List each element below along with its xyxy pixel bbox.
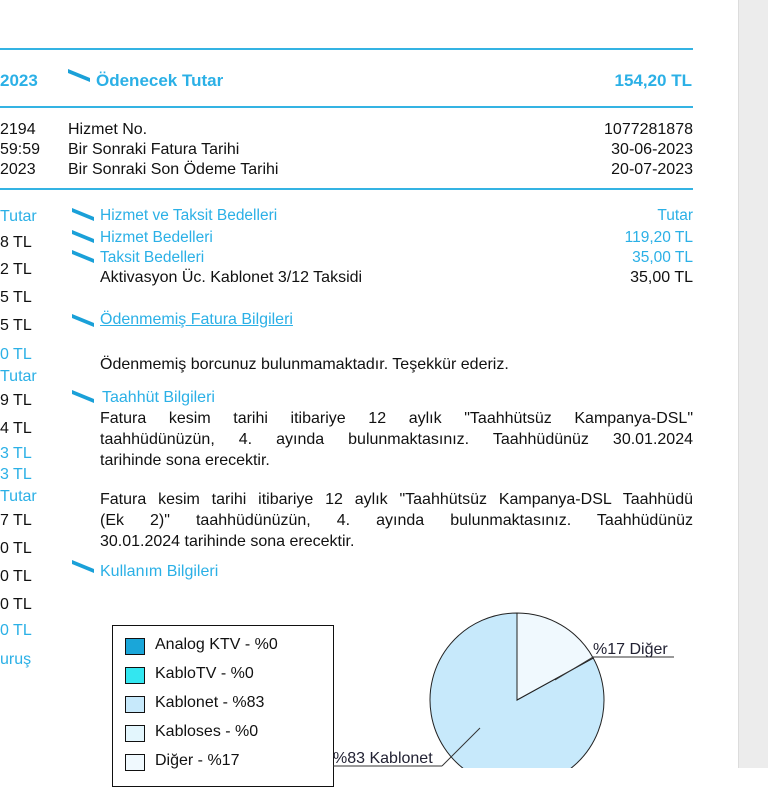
header-amount: 154,20 TL [614,71,692,90]
left-col-text: 0 TL [0,596,32,613]
paragraph-line: taahhüdünüzün, 4. ayında bulunmaktasınız. Taahhüdünüz 30.01.2024 [100,431,693,448]
unpaid-message: Ödenmemiş borcunuz bulunmamaktadır. Teşekkür ederiz. [100,356,509,373]
paragraph-line: Fatura kesim tarihi itibariye 12 aylık "Taahhütsüz Kampanya-DSL" [100,410,693,427]
service-charges-label: Hizmet Bedelleri [100,229,213,246]
info-left-cut: 2023 [0,161,36,178]
usage-title: Kullanım Bilgileri [100,563,219,580]
left-col-text: 5 TL [0,289,32,306]
next-due-date-value: 20-07-2023 [611,161,693,178]
installment-item-amount: 35,00 TL [630,269,693,286]
next-invoice-date-label: Bir Sonraki Fatura Tarihi [68,141,240,158]
left-col-text: 4 TL [0,420,32,437]
left-col-text: Tutar [0,208,37,225]
service-no-label: Hizmet No. [68,121,148,138]
paragraph-line: Fatura kesim tarihi itibariye 12 aylık "Taahhütsüz Kampanya-DSL Taahhüdü [100,491,693,508]
left-col-text: 2 TL [0,261,32,278]
legend-label: Kablonet - %83 [155,694,265,711]
paragraph-line: tarihinde sona erecektir. [100,452,270,469]
commitment-title: Taahhüt Bilgileri [102,389,215,406]
left-col-text: 7 TL [0,512,32,529]
left-col-text: 0 TL [0,622,32,639]
info-left-cut: 59:59 [0,141,41,158]
left-col-text: Tutar [0,488,37,505]
paragraph-line: (Ek 2)" taahhüdünüzün, 4. ayında bulunmaktasınız. Taahhüdünüz [100,512,693,529]
legend-label: Kabloses - %0 [155,723,259,740]
service-no-value: 1077281878 [604,121,693,138]
legend-label: Diğer - %17 [155,752,240,769]
left-col-text: 5 TL [0,317,32,334]
left-col-text: 0 TL [0,568,32,585]
legend-label: KabloTV - %0 [155,665,254,682]
header-left-cut: 2023 [0,71,38,90]
left-col-text: 0 TL [0,346,32,363]
next-invoice-date-value: 30-06-2023 [611,141,693,158]
left-col-text: 0 TL [0,540,32,557]
service-charges-amount: 119,20 TL [624,229,693,246]
scrollbar[interactable] [738,0,768,768]
left-col-text: 9 TL [0,392,32,409]
info-left-cut: 2194 [0,121,36,138]
paragraph-line: 30.01.2024 tarihinde sona erecektir. [100,533,355,550]
installment-charges-label: Taksit Bedelleri [100,249,205,266]
unpaid-invoices-link[interactable]: Ödenmemiş Fatura Bilgileri [100,311,293,328]
installment-charges-amount: 35,00 TL [632,249,693,266]
charges-column-header: Tutar [657,207,693,224]
charges-section-title: Hizmet ve Taksit Bedelleri [100,207,278,224]
header-title: Ödenecek Tutar [96,71,224,90]
installment-item-label: Aktivasyon Üc. Kablonet 3/12 Taksidi [100,269,363,286]
left-col-text: 3 TL [0,466,32,483]
left-col-text: uruş [0,651,32,668]
left-col-text: 8 TL [0,234,32,251]
callout-label-diger: %17 Diğer [593,641,668,658]
callout-label-kablonet: %83 Kablonet [333,750,433,767]
next-due-date-label: Bir Sonraki Son Ödeme Tarihi [68,161,279,178]
legend-label: Analog KTV - %0 [155,636,278,653]
left-col-text: Tutar [0,368,37,385]
left-col-text: 3 TL [0,445,32,462]
